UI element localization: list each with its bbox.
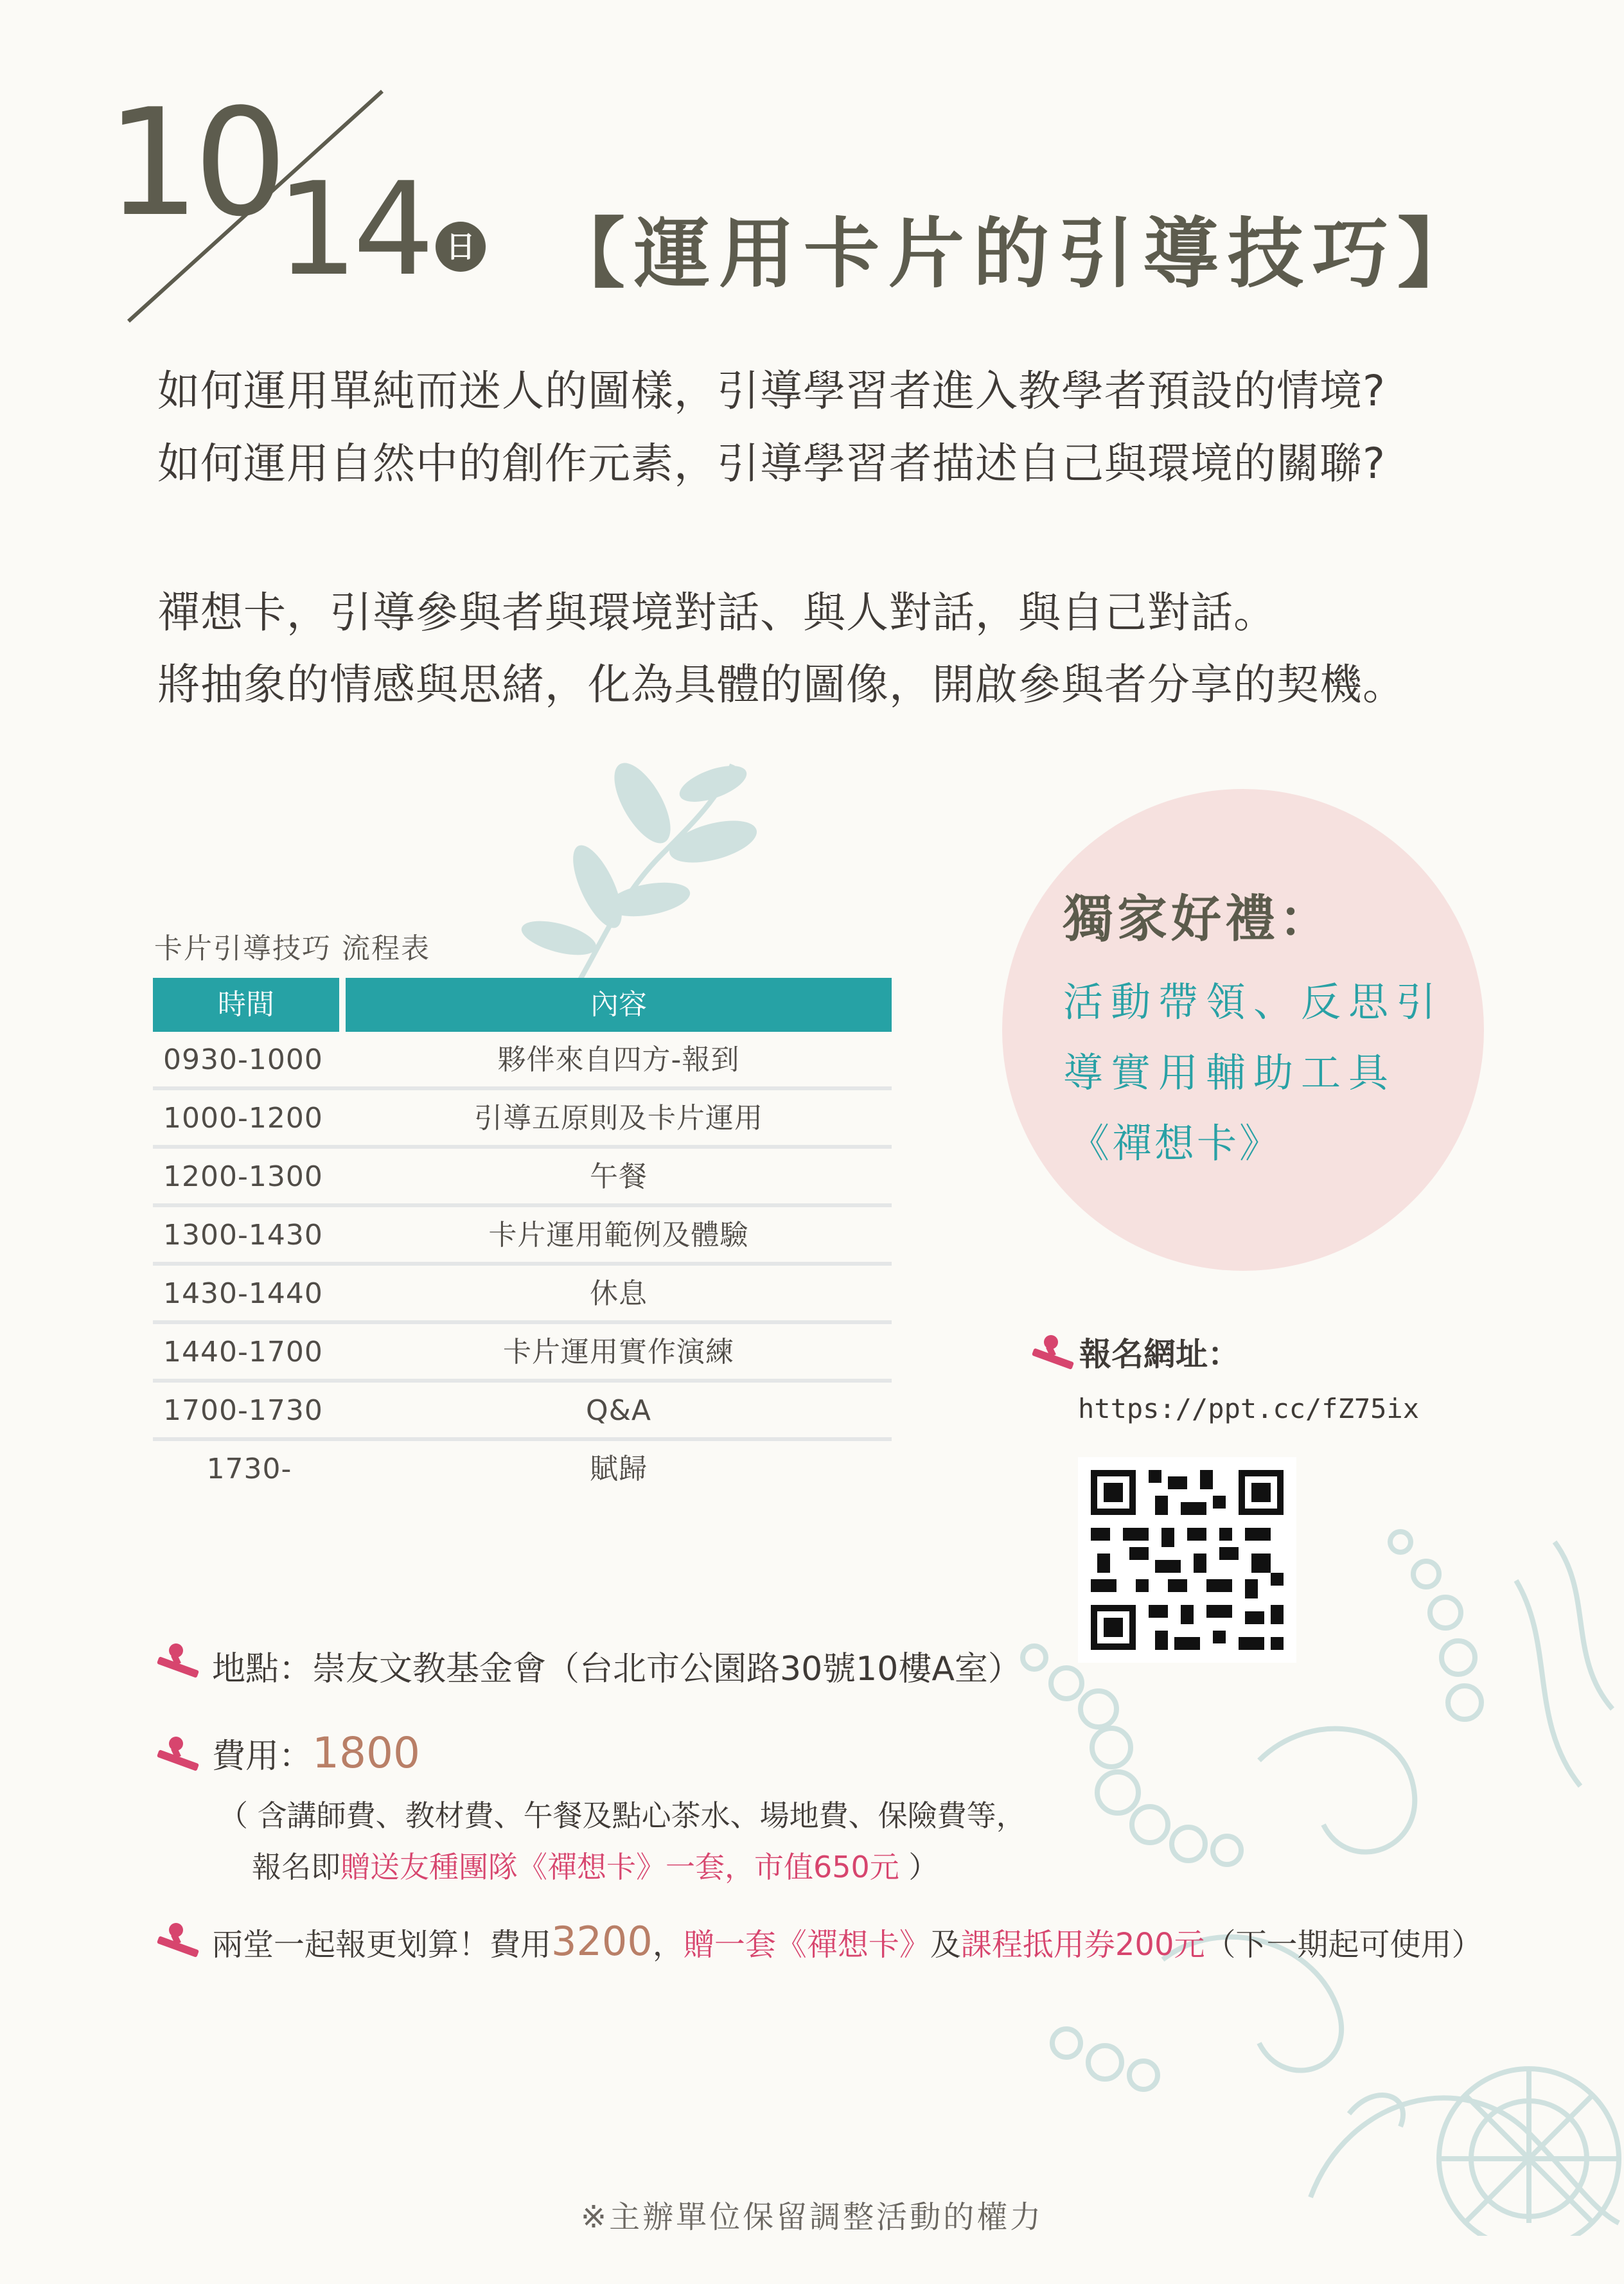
- schedule-caption: 卡片引導技巧 流程表: [154, 932, 430, 965]
- stamp-icon: [153, 1735, 203, 1773]
- row-time: 1700-1730: [163, 1394, 323, 1427]
- table-row: [153, 1266, 892, 1324]
- row-content: Q&A: [585, 1394, 652, 1427]
- combo-line: [212, 1918, 1483, 1965]
- fee-gift-highlight: 贈送友種團隊《禪想卡》一套，市值650元: [340, 1850, 899, 1884]
- row-time: 1430-1440: [163, 1277, 323, 1310]
- intro-line: 禪想卡，引導參與者與環境對話、與人對話，與自己對話。: [157, 588, 1276, 637]
- row-content: 引導五原則及卡片運用: [474, 1102, 763, 1135]
- stamp-icon: [1028, 1333, 1078, 1372]
- schedule-table: [153, 978, 892, 1496]
- gift-title: 獨家好禮：: [1063, 890, 1334, 948]
- fee-line: [212, 1728, 420, 1778]
- header-content: 內容: [346, 978, 892, 1032]
- row-time: 1730-: [206, 1453, 292, 1485]
- header-time: 時間: [153, 978, 339, 1032]
- footer-note: ※主辦單位保留調整活動的權力: [580, 2199, 1044, 2235]
- combo-comma: ，: [652, 1927, 684, 1963]
- row-content: 賦歸: [590, 1453, 648, 1485]
- intro-line: 如何運用自然中的創作元素，引導學習者描述自己與環境的關聯?: [157, 439, 1386, 488]
- stamp-icon: [153, 1921, 203, 1960]
- row-content: 卡片運用實作演練: [503, 1336, 734, 1368]
- day-marker: 日: [436, 222, 486, 272]
- fee-note: （ 含講師費、教材費、午餐及點心茶水、場地費、保險費等，: [218, 1798, 1026, 1833]
- fee-label: 費用：: [212, 1737, 313, 1776]
- fee-note-suffix: ）: [899, 1850, 939, 1884]
- table-row: [153, 1090, 892, 1149]
- row-time: 1200-1300: [163, 1160, 323, 1193]
- combo-gift: 贈一套《禪想卡》: [683, 1927, 930, 1963]
- combo-prefix: 兩堂一起報更划算！費用: [212, 1927, 552, 1963]
- row-time: 1000-1200: [163, 1102, 323, 1135]
- location-text: 地點：崇友文教基金會（台北市公園路30號10樓A室）: [212, 1650, 1021, 1688]
- intro-line: 如何運用單純而迷人的圖樣，引導學習者進入教學者預設的情境?: [157, 366, 1386, 416]
- registration-label: 報名網址：: [1079, 1336, 1240, 1373]
- intro-line: 將抽象的情感與思緒，化為具體的圖像，開啟參與者分享的契機。: [157, 660, 1406, 709]
- gift-line: 活動帶領、反思引: [1063, 978, 1444, 1025]
- row-content: 夥伴來自四方-報到: [497, 1043, 740, 1076]
- registration-url[interactable]: https://ppt.cc/fZ75ix: [1078, 1393, 1420, 1424]
- combo-and: 及: [930, 1927, 961, 1963]
- combo-amount: 3200: [551, 1918, 653, 1965]
- table-row: [153, 1032, 892, 1090]
- table-row: [153, 1207, 892, 1266]
- gift-line: 導實用輔助工具: [1063, 1049, 1397, 1096]
- table-row: [153, 1383, 892, 1441]
- table-header: [153, 978, 892, 1032]
- gift-circle: [1002, 789, 1484, 1271]
- table-row: [153, 1324, 892, 1383]
- fee-note-prefix: 報名即: [252, 1850, 340, 1884]
- fee-amount: 1800: [312, 1728, 420, 1778]
- row-content: 卡片運用範例及體驗: [488, 1219, 749, 1252]
- gift-line: 《禪想卡》: [1070, 1120, 1282, 1167]
- row-content: 午餐: [590, 1160, 648, 1193]
- row-time: 0930-1000: [163, 1043, 323, 1076]
- combo-suffix: （下一期起可使用）: [1205, 1927, 1483, 1963]
- date-day: 14: [276, 155, 430, 305]
- leaf-decoration: [501, 745, 797, 989]
- row-time: 1300-1430: [163, 1219, 323, 1252]
- date-month: 10: [106, 78, 281, 249]
- fee-note-2: [252, 1844, 938, 1886]
- table-row: [153, 1441, 892, 1496]
- stamp-icon: [153, 1642, 203, 1680]
- table-row: [153, 1149, 892, 1207]
- event-title: 【運用卡片的引導技巧】: [549, 209, 1483, 298]
- qr-code[interactable]: [1078, 1457, 1296, 1663]
- row-content: 休息: [590, 1277, 648, 1310]
- combo-voucher: 課程抵用券200元: [960, 1927, 1205, 1963]
- row-time: 1440-1700: [163, 1336, 323, 1368]
